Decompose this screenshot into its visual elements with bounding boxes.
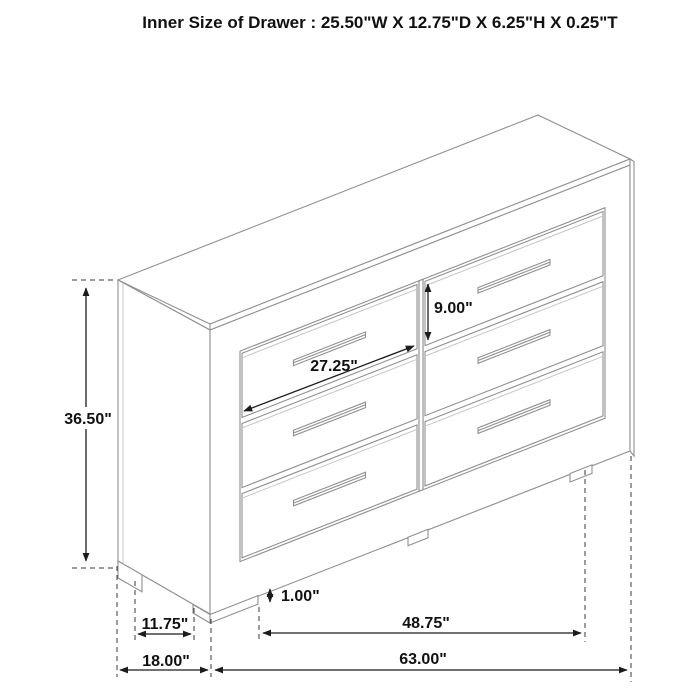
dimension-foot-height [270,588,320,605]
foot-height-label: 1.00" [281,588,320,605]
dresser-drawing [118,115,634,623]
dresser-side-panel [118,280,210,614]
feet-span-label: 48.75" [402,615,450,632]
right-edge-sliver [630,159,634,456]
page-title: Inner Size of Drawer : 25.50"W X 12.75"D X 6.25"H X 0.25"T [142,13,618,32]
overall-height-label: 36.50" [64,411,112,428]
dimension-overall-height [61,280,117,568]
drawer-height-label: 9.00" [434,300,473,317]
foot-setback-label: 11.75" [141,616,189,633]
overall-width-label: 63.00" [399,651,447,668]
drawer-width-label: 27.25" [310,358,358,375]
center-divider [419,279,423,491]
overall-depth-label: 18.00" [142,653,190,670]
